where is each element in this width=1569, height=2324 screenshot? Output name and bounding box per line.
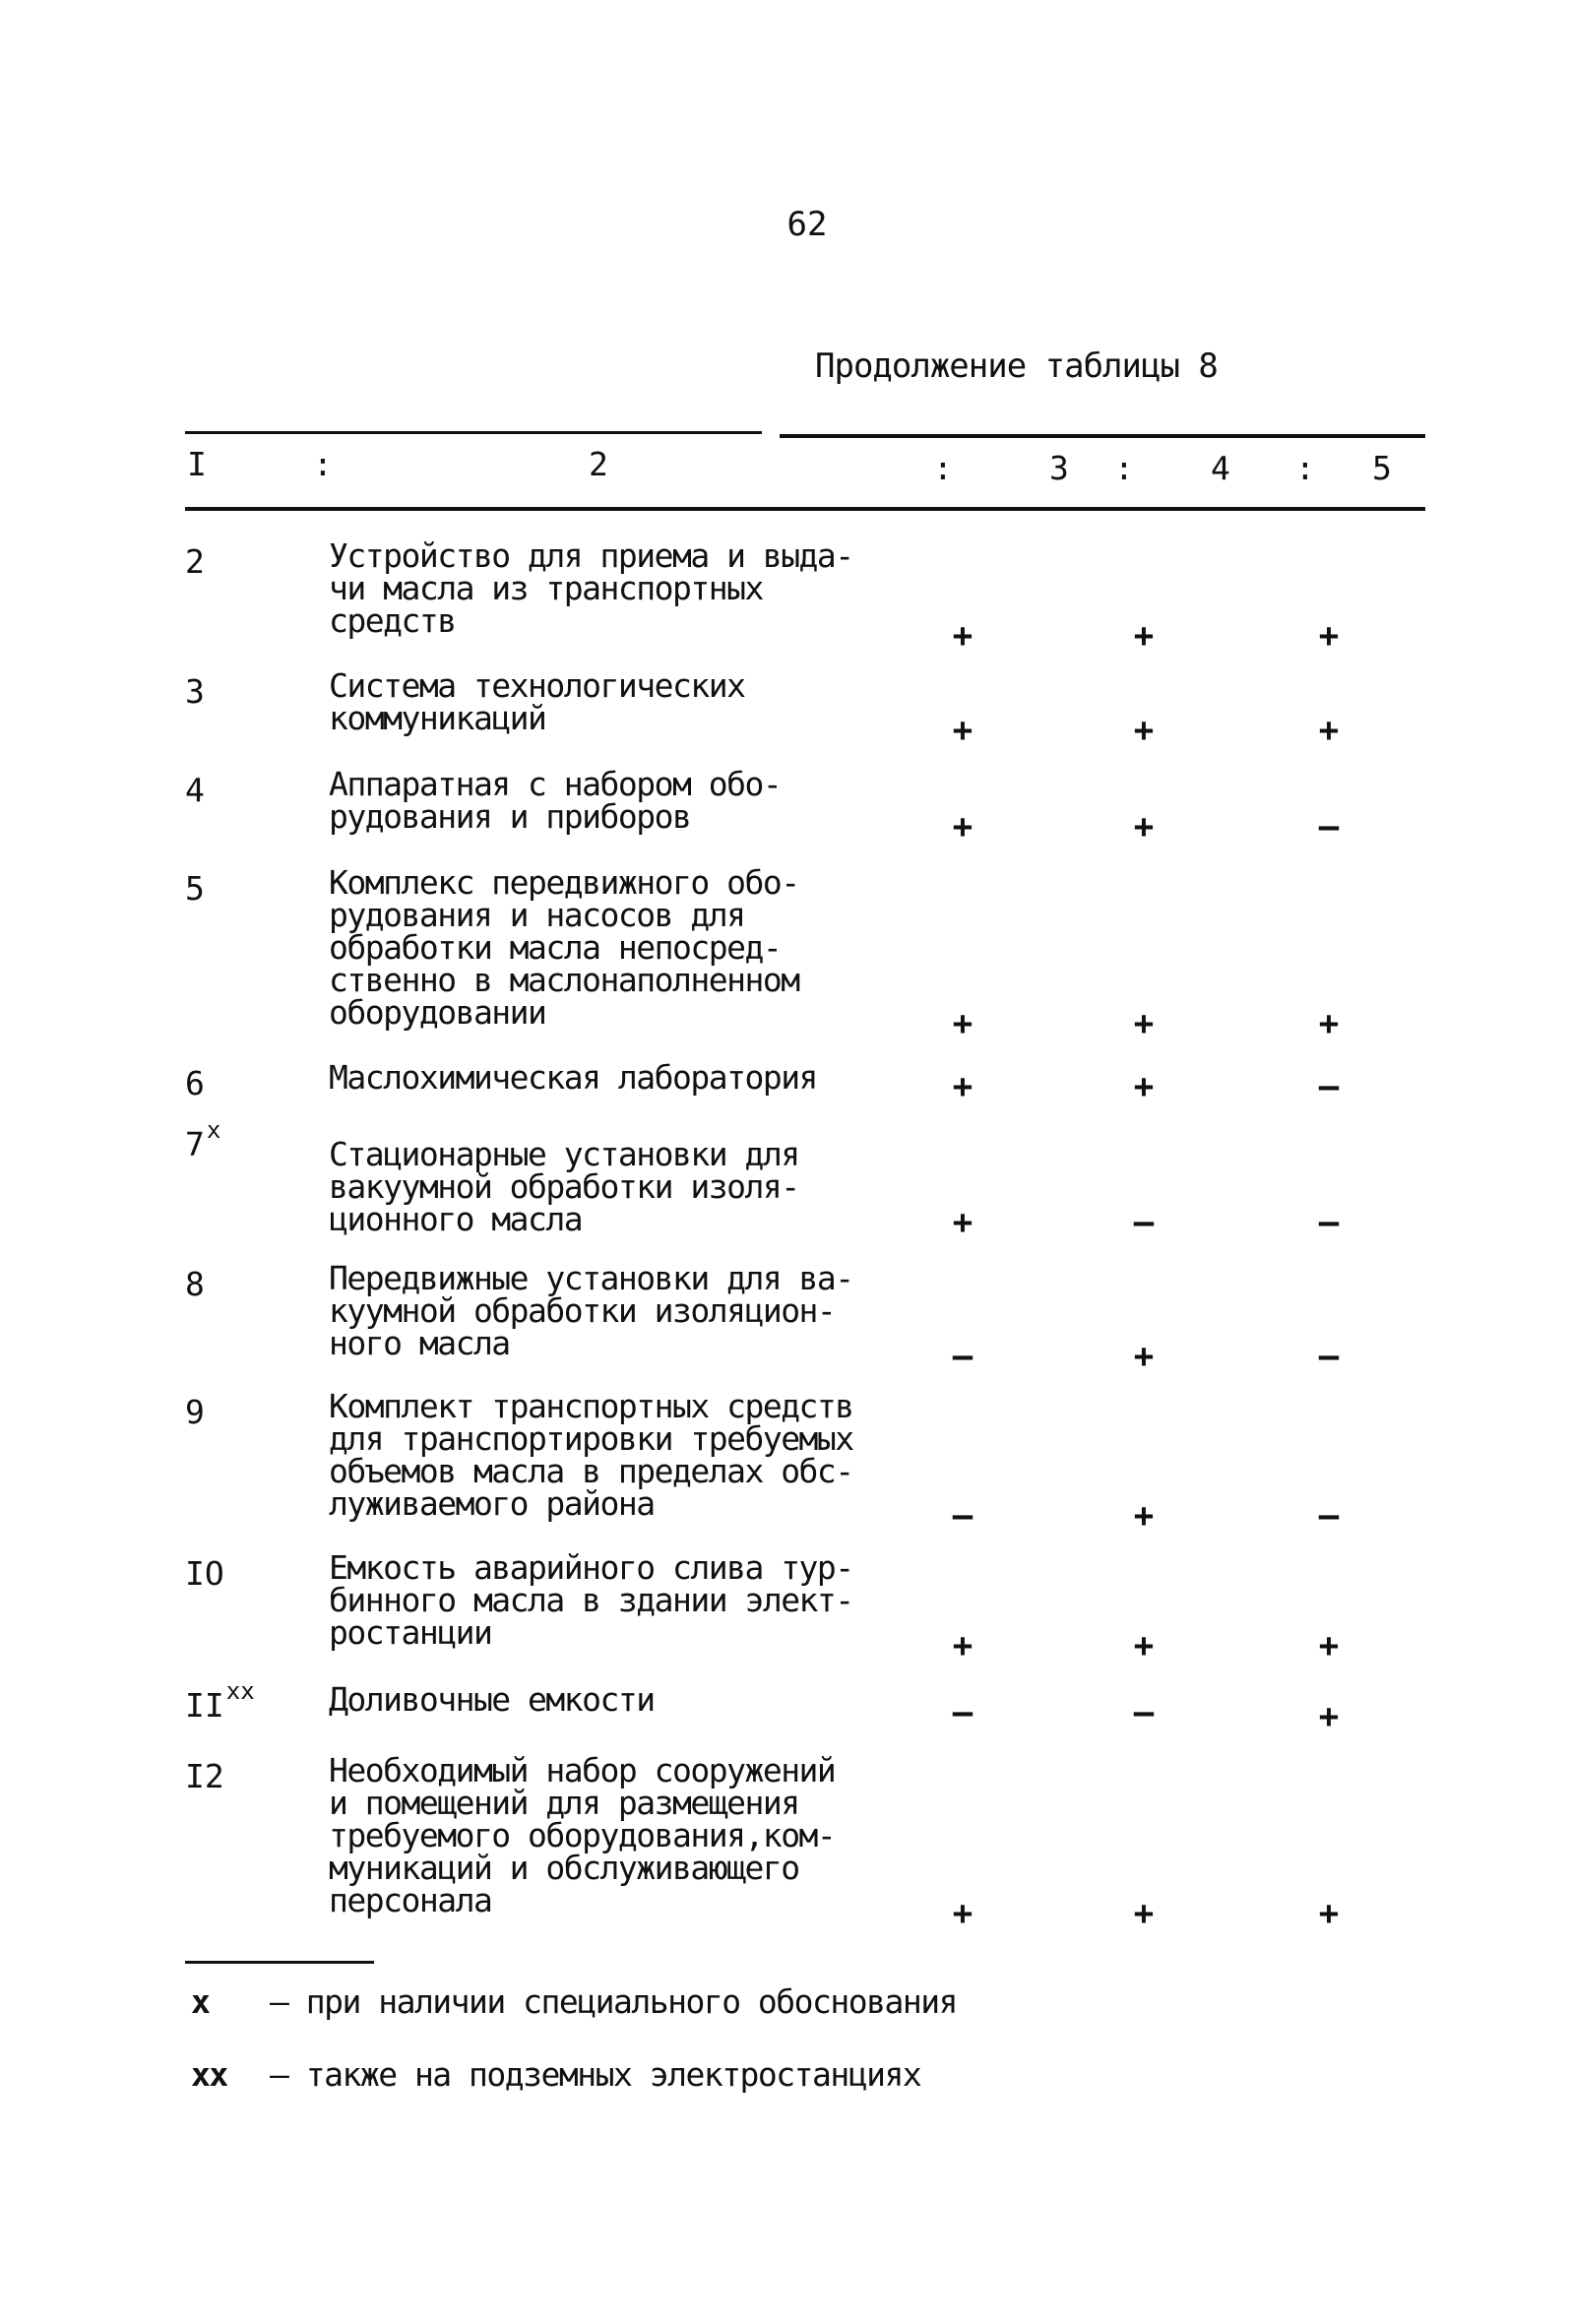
row-description: Маслохимическая лаборатория [329, 1058, 817, 1097]
footnote-text: – также на подземных электростанциях [270, 2055, 921, 2094]
row-number: 7$^x$ [185, 1116, 221, 1163]
row-description: Передвижные установки для ва- куумной обработки изоляцион- ного масла [329, 1259, 853, 1362]
mark-col-3: + [952, 1894, 973, 1933]
footnote-item [191, 2055, 920, 2094]
footnote-rule [185, 1961, 374, 1964]
header-sep-1: : [313, 445, 333, 483]
row-number: 8 [185, 1265, 205, 1303]
continuation-title: Продолжение таблицы 8 [815, 346, 1218, 386]
mark-col-3: + [952, 616, 973, 656]
row-number: IO [185, 1554, 224, 1593]
mark-col-4: + [1133, 711, 1155, 750]
header-col-5: 5 [1372, 449, 1392, 487]
mark-col-4: + [1133, 1496, 1155, 1536]
row-description: Комплект транспортных средств для транспортировки требуемых объемов масла в пределах обс- луживаемого района [329, 1387, 853, 1523]
row-description: Доливочные емкости [329, 1680, 655, 1719]
footnote-symbol: x [191, 1982, 210, 2021]
row-description: Необходимый набор сооружений и помещений для размещения требуемого оборудования,ком- муникаций и обслуживающего персонала [329, 1751, 836, 1919]
row-number: 9 [185, 1393, 205, 1431]
row-number: II$^{xx}$ [185, 1677, 255, 1725]
mark-col-5: – [1318, 1496, 1340, 1536]
row-description: Комплекс передвижного обо- рудования и насосов для обработки масла непосред- ственно в маслонаполненном оборудовании [329, 863, 799, 1032]
row-description: Система технологических коммуникаций [329, 666, 745, 737]
mark-col-5: – [1318, 1203, 1340, 1242]
table-top-rule-left [185, 431, 762, 434]
mark-col-5: – [1318, 1337, 1340, 1376]
header-col-1: I [187, 445, 207, 483]
mark-col-3: + [952, 1067, 973, 1106]
mark-col-4: – [1133, 1203, 1155, 1242]
mark-col-4: + [1133, 1894, 1155, 1933]
mark-col-3: – [952, 1496, 973, 1536]
mark-col-4: + [1133, 807, 1155, 847]
row-number: 4 [185, 771, 205, 809]
mark-col-5: – [1318, 807, 1340, 847]
header-col-3: 3 [1049, 449, 1069, 487]
row-number: I2 [185, 1757, 224, 1795]
row-number: 5 [185, 869, 205, 908]
row-number: 3 [185, 672, 205, 711]
footnote-symbol: xx [191, 2055, 227, 2094]
row-number: 6 [185, 1064, 205, 1102]
mark-col-4: + [1133, 1067, 1155, 1106]
header-sep-3: : [1114, 449, 1134, 487]
mark-col-5: – [1318, 1067, 1340, 1106]
mark-col-4: – [1133, 1693, 1155, 1732]
table-header-rule [185, 507, 1425, 511]
page-number: 62 [786, 205, 828, 244]
mark-col-3: + [952, 807, 973, 847]
row-description: Устройство для приема и выда- чи масла из транспортных средств [329, 536, 853, 640]
mark-col-3: + [952, 1203, 973, 1242]
mark-col-3: + [952, 1004, 973, 1043]
row-number: 2 [185, 542, 205, 581]
header-col-4: 4 [1211, 449, 1230, 487]
header-sep-2: : [933, 449, 953, 487]
mark-col-5: + [1318, 1894, 1340, 1933]
table-top-rule-right [780, 434, 1425, 438]
mark-col-3: – [952, 1693, 973, 1732]
mark-col-5: + [1318, 1626, 1340, 1665]
mark-col-4: + [1133, 616, 1155, 656]
mark-col-5: + [1318, 1004, 1340, 1043]
mark-col-3: – [952, 1337, 973, 1376]
header-col-2: 2 [589, 445, 608, 483]
row-description: Емкость аварийного слива тур- бинного масла в здании элект- ростанции [329, 1548, 853, 1652]
mark-col-3: + [952, 1626, 973, 1665]
mark-col-4: + [1133, 1337, 1155, 1376]
mark-col-4: + [1133, 1626, 1155, 1665]
row-description: Аппаратная с набором обо- рудования и приборов [329, 765, 782, 836]
footnote-text: – при наличии специального обоснования [270, 1982, 957, 2021]
header-sep-4: : [1295, 449, 1315, 487]
mark-col-5: + [1318, 616, 1340, 656]
footnote-item [191, 1982, 957, 2021]
mark-col-5: + [1318, 711, 1340, 750]
mark-col-3: + [952, 711, 973, 750]
mark-col-4: + [1133, 1004, 1155, 1043]
mark-col-5: + [1318, 1697, 1340, 1736]
row-description: Стационарные установки для вакуумной обработки изоля- ционного масла [329, 1135, 799, 1238]
